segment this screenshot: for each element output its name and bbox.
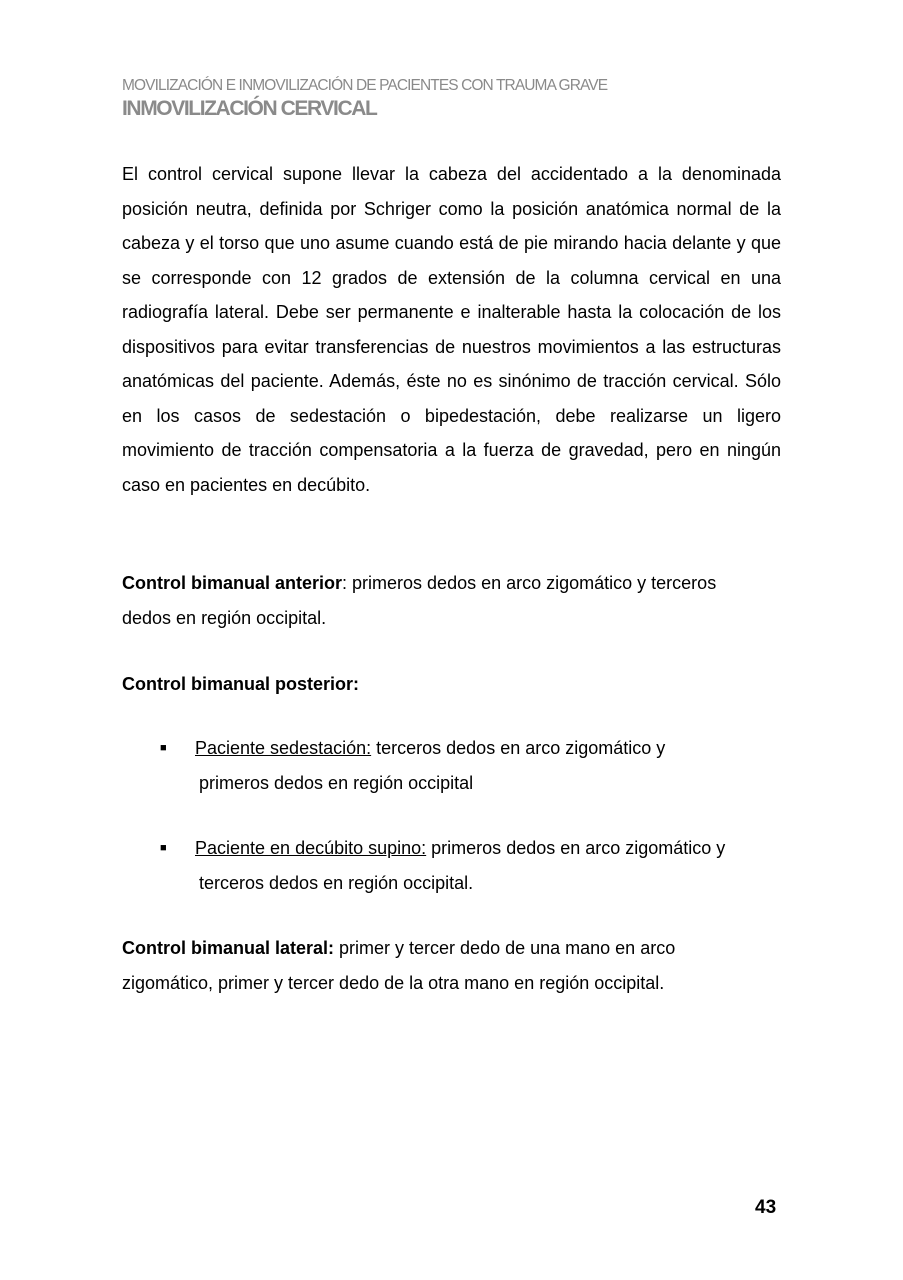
list-item-text-cont: terceros dedos en región occipital. [199,873,474,893]
posterior-control-label: Control bimanual posterior: [122,674,360,694]
list-item-label: Paciente sedestación: [195,738,372,758]
lateral-control-paragraph [122,931,802,1000]
bullet-square-icon: ■ [160,842,167,854]
anterior-control-text-cont: dedos en región occipital. [122,607,327,628]
running-header: MOVILIZACIÓN E INMOVILIZACIÓN DE PACIENTES CON TRAUMA GRAVE [122,77,608,94]
lateral-control-text: primer y tercer dedo de una mano en arco [334,938,676,958]
list-item-text-cont: primeros dedos en región occipital [199,773,474,793]
posterior-control-heading [122,667,802,702]
lateral-control-text-cont: zigomático, primer y tercer dedo de la otra mano en región occipital. [122,972,665,993]
lateral-control-label: Control bimanual lateral: [122,938,335,958]
page-number: 43 [755,1197,777,1218]
intro-paragraph: El control cervical supone llevar la cabeza del accidentado a la denominada posición neutra, definida por Schriger como la posición anatómica normal de la cabeza y el torso que uno asume cuando está de pie mirando hacia delante y que se corresponde con 12 grados de extensión de la columna cervical en una radiografía lateral. Debe ser permanente e inalterable hasta la colocación de los dispositivos para evitar transferencias de nuestros movimientos a las estructuras anatómicas del paciente. Además, éste no es sinónimo de tracción cervical. Sólo en los casos de sedestación o bipedestación, debe realizarse un ligero movimiento de tracción compensatoria a la fuerza de gravedad, pero en ningún caso en pacientes en decúbito. [122,164,781,495]
list-item-text: primeros dedos en arco zigomático y [426,838,726,858]
list-item-label: Paciente en decúbito supino: [195,838,427,858]
anterior-control-text: : primeros dedos en arco zigomático y terceros [342,573,717,593]
anterior-control-label: Control bimanual anterior [122,573,343,593]
anterior-control-paragraph [122,566,802,635]
bullet-square-icon: ■ [160,742,167,754]
list-item-text: terceros dedos en arco zigomático y [371,738,666,758]
section-title: INMOVILIZACIÓN CERVICAL [122,97,377,120]
